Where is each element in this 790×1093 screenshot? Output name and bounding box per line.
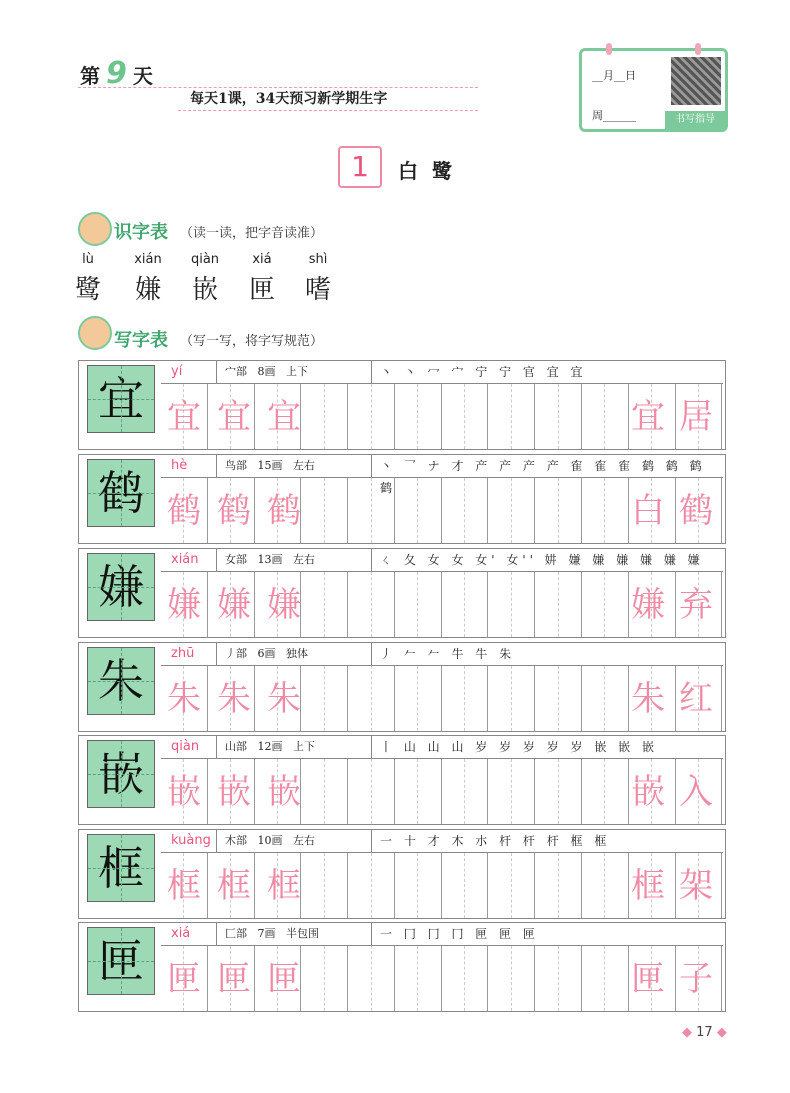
practice-cell[interactable] [535, 853, 558, 918]
pinyin: xián [134, 252, 162, 267]
radical: 鸟部 [225, 459, 247, 472]
practice-cell[interactable] [582, 384, 605, 449]
practice-cell[interactable] [395, 572, 418, 637]
practice-cell[interactable] [395, 853, 418, 918]
cartoon-mascot-icon [78, 212, 112, 246]
structure: 左右 [293, 459, 315, 472]
practice-cell[interactable] [512, 946, 535, 1011]
practice-cell[interactable] [535, 478, 558, 543]
practice-cell[interactable] [559, 384, 582, 449]
trace-character: 鹤 [267, 491, 301, 531]
model-character: 嵌 [87, 740, 155, 808]
character: 嫌 [134, 275, 161, 305]
practice-cell[interactable] [418, 384, 441, 449]
writing-guide-label: 书写指导 [665, 111, 725, 129]
page-number-value: 17 [696, 1025, 713, 1040]
stroke-count: 8画 [257, 365, 276, 378]
practice-cell[interactable] [372, 759, 395, 824]
radical-info [225, 549, 315, 571]
trace-character: 宜 [217, 397, 251, 437]
writing-row [78, 922, 726, 1012]
practice-cell[interactable] [582, 759, 605, 824]
practice-cell[interactable] [488, 666, 511, 731]
trace-character: 匣 [217, 959, 251, 999]
practice-cell[interactable] [465, 759, 488, 824]
practice-cell[interactable] [535, 384, 558, 449]
practice-cell[interactable] [442, 666, 465, 731]
trace-character: 匣 [267, 959, 301, 999]
day-prefix: 第 [80, 64, 100, 88]
trace-character: 嵌 [267, 772, 301, 812]
practice-cell[interactable] [348, 478, 371, 543]
trace-character: 鹤 [217, 491, 251, 531]
trace-character: 嵌 [217, 772, 251, 812]
practice-cell[interactable] [442, 853, 465, 918]
pinyin: qiàn [161, 736, 217, 758]
character: 嵌 [191, 275, 218, 305]
practice-cell[interactable] [348, 666, 371, 731]
pinyin: xiá [161, 923, 217, 945]
practice-cell[interactable] [348, 946, 371, 1011]
practice-cell[interactable] [512, 478, 535, 543]
practice-cell[interactable] [348, 853, 371, 918]
practice-cell[interactable] [559, 946, 582, 1011]
day-label [80, 56, 153, 91]
practice-cell[interactable] [512, 572, 535, 637]
radical: 丿部 [225, 647, 247, 660]
stroke-order: 丿 𠂉 𠂉 牛 牛 朱 [371, 643, 515, 665]
model-character: 嫌 [87, 553, 155, 621]
practice-cell[interactable] [372, 572, 395, 637]
practice-cell[interactable] [465, 572, 488, 637]
trace-character: 嫌 [167, 585, 201, 625]
ring-icon [606, 43, 612, 55]
practice-cell[interactable] [512, 853, 535, 918]
recognition-title: 识字表 [114, 222, 168, 243]
page-number [682, 1025, 727, 1040]
writing-row [78, 829, 726, 919]
calendar-week[interactable]: 周______ [592, 109, 636, 122]
practice-cell[interactable] [418, 853, 441, 918]
word-character: 入 [679, 772, 713, 812]
stroke-count: 15画 [257, 459, 283, 472]
pinyin: hè [161, 455, 217, 477]
structure: 左右 [293, 553, 315, 566]
practice-cell[interactable] [372, 853, 395, 918]
character-info [161, 549, 723, 572]
stroke-order: 丨 山 山 山 岁 岁 岁 岁 岁 嵌 嵌 嵌 [371, 736, 658, 758]
writing-hint: （写一写，将字写规范） [180, 334, 324, 349]
trace-character: 宜 [167, 397, 201, 437]
recognition-hint: （读一读，把字音读准） [180, 226, 324, 241]
structure: 左右 [293, 834, 315, 847]
practice-cell[interactable] [559, 759, 582, 824]
practice-cell[interactable] [465, 946, 488, 1011]
radical-info [225, 455, 315, 477]
lesson-number: 1 [338, 146, 382, 188]
practice-cell[interactable] [442, 572, 465, 637]
word-character: 框 [631, 866, 665, 906]
radical-info [225, 361, 308, 383]
stroke-order: 丶 乛 ナ 才 产 产 产 产 隺 隺 隺 鹤 鹤 鹤 鹤 [371, 455, 723, 477]
practice-cell[interactable] [418, 946, 441, 1011]
subtitle: 每天1课，34天预习新学期生字 [190, 91, 388, 107]
practice-cell[interactable] [488, 759, 511, 824]
trace-character: 匣 [167, 959, 201, 999]
practice-cell[interactable] [582, 666, 605, 731]
recognition-item [118, 252, 178, 306]
diamond-icon: ◆ [712, 1025, 727, 1040]
practice-cell[interactable] [372, 384, 395, 449]
practice-cell[interactable] [348, 572, 371, 637]
trace-character: 朱 [267, 679, 301, 719]
practice-cell[interactable] [512, 666, 535, 731]
practice-cell[interactable] [465, 384, 488, 449]
character-info [161, 923, 723, 946]
structure: 上下 [293, 740, 315, 753]
trace-character: 朱 [167, 679, 201, 719]
stroke-count: 10画 [257, 834, 283, 847]
practice-cell[interactable] [325, 384, 348, 449]
character: 匣 [248, 275, 275, 305]
stroke-order: 丶 丶 冖 宀 宁 宁 官 宜 宜 [371, 361, 587, 383]
trace-character: 框 [217, 866, 251, 906]
character-info [161, 455, 723, 495]
word-character: 子 [679, 959, 713, 999]
practice-cell[interactable] [605, 478, 628, 543]
recognition-item [288, 252, 348, 306]
trace-character: 嫌 [267, 585, 301, 625]
diamond-icon: ◆ [682, 1025, 697, 1040]
practice-cell[interactable] [512, 759, 535, 824]
word-character: 红 [679, 679, 713, 719]
practice-cell[interactable] [301, 853, 324, 918]
radical-info [225, 736, 315, 758]
character: 鹭 [74, 275, 101, 305]
character-info [161, 361, 723, 384]
practice-cell[interactable] [325, 666, 348, 731]
model-character: 框 [87, 834, 155, 902]
practice-cell[interactable] [535, 572, 558, 637]
practice-cell[interactable] [442, 384, 465, 449]
character-info [161, 830, 723, 853]
structure: 上下 [286, 365, 308, 378]
pinyin: kuàng [161, 830, 217, 852]
practice-cell[interactable] [395, 666, 418, 731]
structure: 独体 [286, 647, 308, 660]
calendar-date[interactable]: __月__日 [592, 69, 636, 82]
practice-cell[interactable] [418, 478, 441, 543]
practice-cell[interactable] [301, 572, 324, 637]
word-character: 匣 [631, 959, 665, 999]
stroke-order: ㄑ 夂 女 女 女' 女'' 妌 嫌 嫌 嫌 嫌 嫌 嫌 [371, 549, 704, 571]
practice-cell[interactable] [488, 853, 511, 918]
pinyin: xián [161, 549, 217, 571]
practice-cell[interactable] [605, 572, 628, 637]
pinyin: xiá [252, 252, 272, 267]
practice-cell[interactable] [535, 759, 558, 824]
radical-info [225, 923, 319, 945]
practice-cell[interactable] [465, 853, 488, 918]
practice-cell[interactable] [442, 759, 465, 824]
model-character: 鹤 [87, 459, 155, 527]
practice-cell[interactable] [442, 946, 465, 1011]
practice-cell[interactable] [605, 666, 628, 731]
practice-cell[interactable] [372, 666, 395, 731]
radical: 山部 [225, 740, 247, 753]
practice-cell[interactable] [301, 478, 324, 543]
trace-character: 嫌 [217, 585, 251, 625]
practice-cell[interactable] [325, 572, 348, 637]
radical: 宀部 [225, 365, 247, 378]
word-character: 居 [679, 397, 713, 437]
writing-title: 写字表 [114, 330, 168, 351]
trace-character: 朱 [217, 679, 251, 719]
practice-cell[interactable] [465, 478, 488, 543]
header-divider-2 [178, 110, 478, 111]
day-number: 9 [106, 56, 127, 91]
practice-cell[interactable] [325, 946, 348, 1011]
radical: 女部 [225, 553, 247, 566]
word-character: 鹤 [679, 491, 713, 531]
ring-icon [695, 43, 701, 55]
practice-cell[interactable] [605, 384, 628, 449]
calendar-box [579, 48, 728, 132]
practice-cell[interactable] [418, 759, 441, 824]
radical: 木部 [225, 834, 247, 847]
radical-info [225, 830, 315, 852]
practice-cell[interactable] [582, 478, 605, 543]
character-info [161, 643, 723, 666]
practice-cell[interactable] [488, 572, 511, 637]
trace-character: 框 [167, 866, 201, 906]
recognition-item [175, 252, 235, 306]
model-character: 宜 [87, 365, 155, 433]
practice-cell[interactable] [512, 384, 535, 449]
practice-cell[interactable] [465, 666, 488, 731]
practice-cell[interactable] [301, 666, 324, 731]
practice-cell[interactable] [325, 759, 348, 824]
structure: 半包围 [286, 927, 319, 940]
trace-character: 宜 [267, 397, 301, 437]
practice-cell[interactable] [488, 478, 511, 543]
stroke-count: 7画 [257, 927, 276, 940]
practice-cell[interactable] [395, 384, 418, 449]
word-character: 嵌 [631, 772, 665, 812]
practice-cell[interactable] [395, 946, 418, 1011]
practice-cell[interactable] [372, 478, 395, 543]
practice-cell[interactable] [605, 759, 628, 824]
practice-cell[interactable] [325, 853, 348, 918]
writing-row [78, 735, 726, 825]
word-character: 朱 [631, 679, 665, 719]
practice-cell[interactable] [325, 478, 348, 543]
radical-info [225, 643, 308, 665]
practice-cell[interactable] [418, 572, 441, 637]
practice-cell[interactable] [418, 666, 441, 731]
day-suffix: 天 [132, 64, 153, 88]
pinyin: shì [308, 252, 328, 267]
trace-character: 框 [267, 866, 301, 906]
trace-character: 嵌 [167, 772, 201, 812]
practice-cell[interactable] [348, 384, 371, 449]
stroke-count: 6画 [257, 647, 276, 660]
trace-character: 鹤 [167, 491, 201, 531]
character-info [161, 736, 723, 759]
practice-cell[interactable] [582, 572, 605, 637]
practice-cell[interactable] [559, 478, 582, 543]
character: 嗜 [304, 275, 331, 305]
practice-cell[interactable] [488, 946, 511, 1011]
practice-cell[interactable] [559, 666, 582, 731]
practice-cell[interactable] [348, 759, 371, 824]
practice-cell[interactable] [442, 478, 465, 543]
practice-cell[interactable] [301, 946, 324, 1011]
stroke-count: 12画 [257, 740, 283, 753]
stroke-count: 13画 [257, 553, 283, 566]
practice-cell[interactable] [559, 572, 582, 637]
practice-cell[interactable] [605, 853, 628, 918]
writing-row [78, 454, 726, 544]
model-character: 朱 [87, 647, 155, 715]
practice-cell[interactable] [559, 853, 582, 918]
cartoon-mascot-icon [78, 316, 112, 350]
practice-cell[interactable] [488, 384, 511, 449]
practice-cell[interactable] [395, 478, 418, 543]
writing-row [78, 548, 726, 638]
practice-cell[interactable] [582, 946, 605, 1011]
practice-cell[interactable] [372, 946, 395, 1011]
model-character: 匣 [87, 927, 155, 995]
pinyin: qiàn [190, 252, 220, 267]
practice-cell[interactable] [582, 853, 605, 918]
word-character: 宜 [631, 397, 665, 437]
practice-cell[interactable] [301, 759, 324, 824]
word-character: 弃 [679, 585, 713, 625]
stroke-order: 一 冂 冂 冂 匣 匣 匣 [371, 923, 539, 945]
word-character: 白 [631, 491, 665, 531]
practice-cell[interactable] [605, 946, 628, 1011]
word-character: 嫌 [631, 585, 665, 625]
pinyin: zhū [161, 643, 217, 665]
pinyin: lù [82, 252, 94, 267]
qr-code-icon[interactable] [671, 57, 721, 105]
lesson-title: 白鹭 [398, 159, 466, 183]
practice-cell[interactable] [535, 666, 558, 731]
recognition-item [58, 252, 118, 306]
writing-row [78, 360, 726, 450]
practice-cell[interactable] [535, 946, 558, 1011]
radical: 匚部 [225, 927, 247, 940]
practice-cell[interactable] [395, 759, 418, 824]
writing-row [78, 642, 726, 732]
practice-cell[interactable] [301, 384, 324, 449]
word-character: 架 [679, 866, 713, 906]
pinyin: yí [161, 361, 217, 383]
recognition-item [232, 252, 292, 306]
stroke-order: 一 十 才 木 朩 杆 杆 杆 框 框 [371, 830, 610, 852]
